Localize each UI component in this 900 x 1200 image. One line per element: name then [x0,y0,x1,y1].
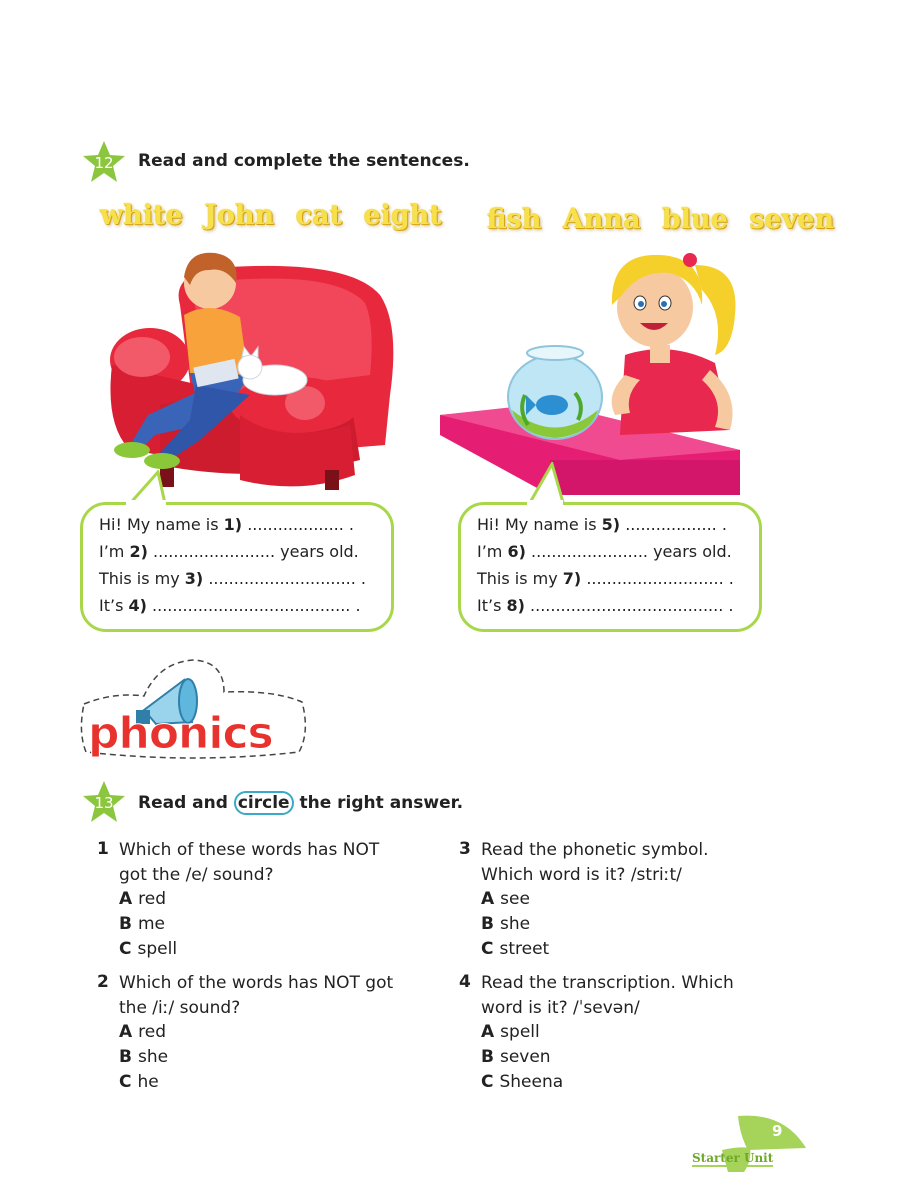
boy-on-armchair-illustration [100,245,400,500]
question-text: Read the phonetic symbol. Which word is it? /striːt/ [481,840,709,885]
question-number: 1 [97,839,109,859]
sentence-line: This is my 3) ............................. . [99,569,366,588]
question-number: 4 [459,972,471,992]
word: blue [662,204,728,235]
circled-word: circle [234,791,294,815]
answer-option[interactable]: C he [119,1072,159,1092]
exercise-number: 13 [94,794,114,812]
question-text: Which of the words has NOT got the /iː/ sound? [119,973,394,1018]
phonics-logo [74,652,314,764]
question [459,838,779,968]
word-list-left [100,200,454,231]
question-text: Read the transcription. Which word is it? /ˈsevən/ [481,973,734,1018]
unit-label: Starter Unit [692,1151,774,1165]
answer-option[interactable]: B she [119,1047,169,1067]
sentence-line: It’s 8) ...................................... . [477,596,734,615]
question [459,971,779,1101]
exercise-instruction: Read and circle the right answer. [138,793,464,813]
speech-bubble-right [458,502,762,632]
page-number: 9 [772,1122,783,1140]
word-list-right [487,204,846,235]
word: eight [363,200,442,231]
sentence-line: Hi! My name is 5) .................. . [477,515,727,534]
question [97,838,427,968]
word: John [204,200,275,231]
speech-bubble-left [80,502,394,632]
answer-option[interactable]: A spell [481,1022,540,1042]
answer-option[interactable]: B seven [481,1047,551,1067]
word: Anna [562,204,641,235]
exercise-number-star [82,780,126,824]
answer-option[interactable]: C Sheena [481,1072,564,1092]
word: white [100,200,183,231]
sentence-line: I’m 6) ....................... years old. [477,542,732,561]
word: seven [749,204,835,235]
phonics-wordmark: phonics [88,708,273,759]
answer-option[interactable]: C street [481,939,550,959]
answer-option[interactable]: B me [119,914,165,934]
question-number: 3 [459,839,471,859]
exercise-number: 12 [94,154,114,172]
question [97,971,437,1101]
answer-option[interactable]: A red [119,889,167,909]
sentence-line: This is my 7) ........................... . [477,569,734,588]
answer-option[interactable]: B she [481,914,531,934]
sentence-line: I’m 2) ........................ years old. [99,542,359,561]
exercise-instruction: Read and complete the sentences. [138,151,470,171]
bubble-pointer-right-cover [527,500,563,508]
answer-option[interactable]: A red [119,1022,167,1042]
exercise-number-star [82,140,126,184]
answer-option[interactable]: C spell [119,939,178,959]
bubble-pointer-left-cover [126,500,166,508]
question-text: Which of these words has NOT got the /e/ sound? [119,840,380,885]
girl-with-fishbowl-illustration [440,245,745,500]
answer-option[interactable]: A see [481,889,530,909]
question-number: 2 [97,972,109,992]
sentence-line: It’s 4) ....................................... . [99,596,361,615]
word: cat [295,200,343,231]
sentence-line: Hi! My name is 1) ................... . [99,515,355,534]
word: fish [487,204,542,235]
